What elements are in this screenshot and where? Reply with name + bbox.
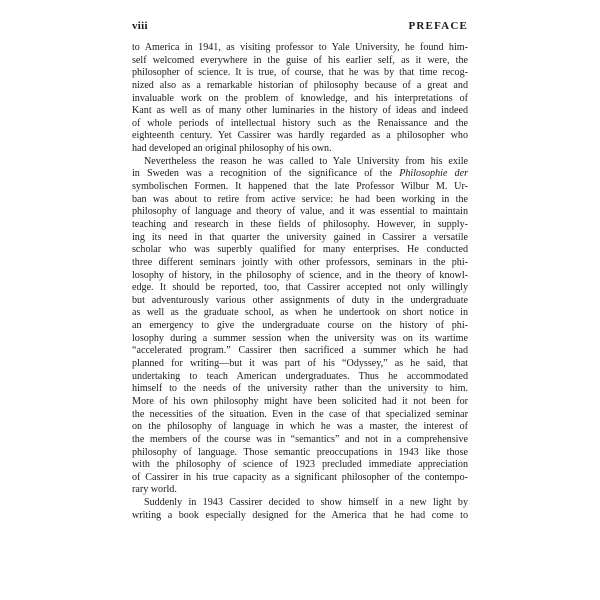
text-line: philosopher of science. It is true, of course, that he was by that time recog- [132,67,468,79]
text-line: on the philosophy of language in which he was a master, the interest of [132,421,468,433]
text-line: ing its need in that quarter the university gained in Cassirer a versatile [132,231,468,243]
text-line: undertaking to teach American undergraduates. Thus he accommodated [132,370,468,382]
running-title: PREFACE [408,20,468,32]
text-line: three different seminars jointly with other professors, seminars in the phi- [132,256,468,268]
text-line: losophy during a summer session when the university was on its wartime [132,332,468,344]
paragraph [132,156,468,497]
text-line: of whole periods of intellectual history such as the Renaissance and the [132,117,468,129]
text-line: to America in 1941, as visiting professor to Yale University, he found him- [132,42,468,53]
paragraph [132,42,468,156]
text-line: with the philosophy of science of 1923 precluded immediate appreciation [132,459,468,471]
text-line: nized also as a remarkable historian of philosophy because of a great and [132,79,468,91]
text-line: philosophy of language. Those semantic preoccupations in 1943 like those [132,446,468,458]
text-line: had developed an original philosophy of his own. [132,143,332,155]
text-line: ban was about to retire from active service: he had been working in the [132,193,468,205]
text-line: but adventurously various other assignments of duty in the undergraduate [132,294,468,306]
text-line: as well as the graduate school, as when he undertook on short notice in [132,307,468,319]
body-text [132,42,468,522]
text-line: rary world. [132,484,177,496]
text-line: himself to the needs of the university rather than the university to him. [132,383,468,395]
text-line: losophy of history, in the philosophy of science, and in the theory of knowl- [132,269,468,281]
text-line: planned for writing—but it was part of his “Odyssey,” as he said, that [132,358,468,370]
text-line: Nevertheless the reason he was called to Yale University from his exile [144,155,468,167]
page-number: viii [132,20,148,32]
text-line: edge. It should be reported, too, that Cassirer accepted not only willingly [132,282,468,294]
text-line: an emergency to give the undergraduate course on the history of phi- [132,320,468,332]
text-line: the necessities of the situation. Even in the case of that specialized seminar [132,408,468,420]
text-line: More of his own philosophy might have been solicited had it not been for [132,395,468,407]
text-line: teaching and research in these fields of philosophy. However, in supply- [132,218,468,230]
text-line: Suddenly in 1943 Cassirer decided to show himself in a new light by [144,497,468,509]
italic-title: Philosophie der [399,168,468,180]
text-line: writing a book especially designed for the America that he had come to [132,509,468,521]
text-line: of Cassirer in his true capacity as a significant philosopher of the contempo- [132,471,468,483]
text-line: philosophy of language and theory of value, and it was essential to maintain [132,206,468,218]
text-line: “accelerated program.” Cassirer then sacrificed a summer which he had [132,345,468,357]
text-line: invaluable work on the problem of knowledge, and his interpretations of [132,92,468,104]
text-line: eighteenth century. Yet Cassirer was hardly regarded as a philosopher who [132,130,468,142]
text-line: Kant as well as of many other luminaries in the history of ideas and indeed [132,105,468,117]
paragraph [132,497,468,522]
text-line-segment: in Sweden was a recognition of the significance of the [132,168,393,180]
text-line: scholar who was superbly qualified for many enterprises. He conducted [132,244,468,256]
text-line: symbolischen Formen. It happened that the late Professor Wilbur M. Ur- [132,181,468,193]
text-line: self welcomed everywhere in the guise of his earlier self, as it were, the [132,54,468,66]
text-line: the members of the course was in “semantics” and not in a comprehensive [132,433,468,445]
text-line [132,168,468,181]
running-head [132,20,468,36]
